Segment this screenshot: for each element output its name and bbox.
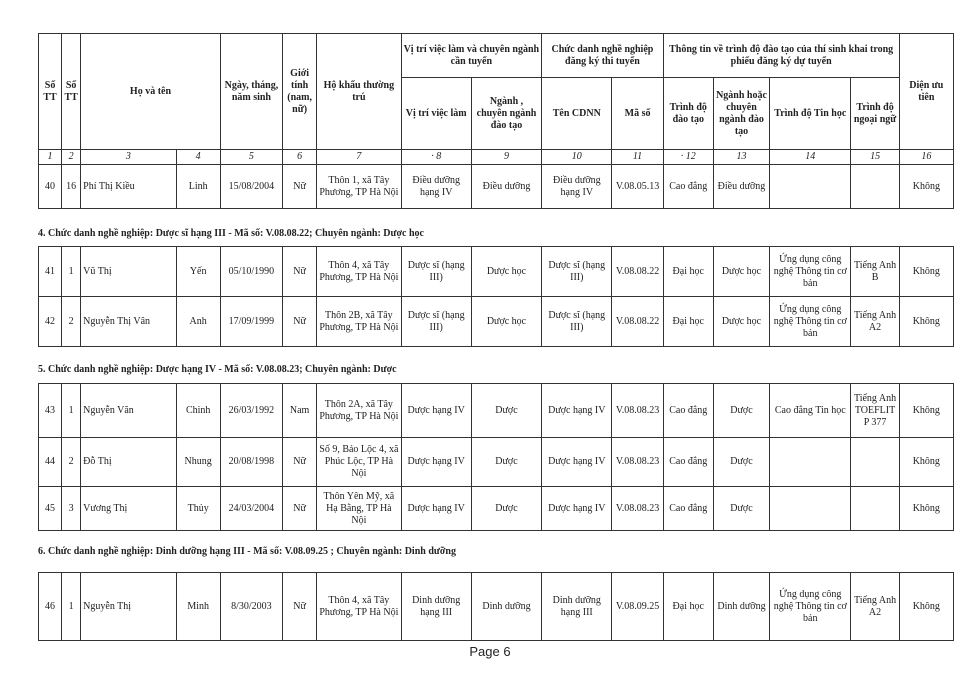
table-cell: 05/10/1990	[220, 247, 282, 297]
table-cell	[770, 165, 851, 209]
table-cell: Cao đẳng	[663, 384, 713, 438]
table-cell: Dược học	[713, 247, 769, 297]
table-cell: Tiếng Anh A2	[851, 297, 899, 347]
table-cell: 40	[39, 165, 62, 209]
group-qualification: Thông tin về trình độ đào tạo của thí sinh khai trong phiếu đăng ký dự tuyển	[663, 34, 899, 78]
table-cell: Nam	[283, 384, 317, 438]
table-cell: Dược sĩ (hạng III)	[401, 297, 471, 347]
candidate-table-section-4	[38, 246, 954, 347]
table-cell: 44	[39, 438, 62, 487]
table-cell: Đại học	[663, 573, 713, 641]
table-cell	[851, 165, 899, 209]
table-cell: 1	[62, 573, 81, 641]
table-cell: Nữ	[283, 438, 317, 487]
col-code: Mã số	[612, 78, 663, 150]
table-cell: 2	[62, 297, 81, 347]
table-cell: Đại học	[663, 247, 713, 297]
table-cell: Nữ	[283, 297, 317, 347]
column-number: 2	[62, 150, 81, 165]
table-cell: Điều dưỡng	[713, 165, 769, 209]
table-cell: 16	[62, 165, 81, 209]
column-number: 7	[317, 150, 401, 165]
table-cell: Cao đẳng	[663, 487, 713, 531]
table-cell: 1	[62, 247, 81, 297]
section-5-title: 5. Chức danh nghề nghiệp: Dược hạng IV - Mã số: V.08.08.23; Chuyên ngành: Dược	[38, 364, 397, 375]
table-cell: 45	[39, 487, 62, 531]
table-cell: Không	[899, 573, 953, 641]
table-cell: Nữ	[283, 487, 317, 531]
table-cell: Nữ	[283, 165, 317, 209]
section-4-title: 4. Chức danh nghề nghiệp: Dược sĩ hạng III - Mã số: V.08.08.22; Chuyên ngành: Dược học	[38, 228, 424, 239]
table-cell: 24/03/2004	[220, 487, 282, 531]
column-number: · 12	[663, 150, 713, 165]
column-number: 11	[612, 150, 663, 165]
page-number: Page 6	[469, 644, 511, 659]
table-row	[39, 487, 954, 531]
table-cell: 17/09/1999	[220, 297, 282, 347]
table-cell: Tiếng Anh A2	[851, 573, 899, 641]
table-cell: Đỗ Thị	[81, 438, 176, 487]
table-cell: Dược sĩ (hạng III)	[401, 247, 471, 297]
column-number-row	[39, 150, 954, 165]
table-cell: 41	[39, 247, 62, 297]
table-cell: Thôn 4, xã Tây Phương, TP Hà Nội	[317, 247, 401, 297]
column-number: 15	[851, 150, 899, 165]
table-cell: Thôn 1, xã Tây Phương, TP Hà Nội	[317, 165, 401, 209]
table-cell: Chinh	[176, 384, 220, 438]
table-cell: Dược	[471, 438, 541, 487]
table-cell: Dược	[713, 384, 769, 438]
table-cell: Dược học	[471, 297, 541, 347]
table-cell: Ứng dụng công nghệ Thông tin cơ bản	[770, 297, 851, 347]
table-cell: Dược hạng IV	[542, 487, 612, 531]
col-dob: Ngày, tháng, năm sinh	[220, 34, 282, 150]
column-number: 1	[39, 150, 62, 165]
table-cell: 46	[39, 573, 62, 641]
table-cell: Nữ	[283, 573, 317, 641]
table-cell: 8/30/2003	[220, 573, 282, 641]
table-cell: Vũ Thị	[81, 247, 176, 297]
table-cell: Ứng dụng công nghệ Thông tin cơ bản	[770, 573, 851, 641]
table-cell: Dược hạng IV	[401, 438, 471, 487]
section-6-title: 6. Chức danh nghề nghiệp: Dinh dưỡng hạng III - Mã số: V.08.09.25 ; Chuyên ngành: Dinh dưỡng	[38, 546, 456, 557]
table-cell: Tiếng Anh B	[851, 247, 899, 297]
rows-section-5	[39, 384, 954, 531]
table-cell	[770, 438, 851, 487]
table-cell: 42	[39, 297, 62, 347]
col-language: Trình độ ngoại ngữ	[851, 78, 899, 150]
group-title: Chức danh nghề nghiệp đăng ký thi tuyển	[542, 34, 664, 78]
table-cell: Anh	[176, 297, 220, 347]
table-cell: Nữ	[283, 247, 317, 297]
table-cell: Dược hạng IV	[542, 384, 612, 438]
column-number: 9	[471, 150, 541, 165]
column-number: 10	[542, 150, 612, 165]
table-cell: Không	[899, 297, 953, 347]
table-cell: Không	[899, 487, 953, 531]
col-it: Trình độ Tin học	[770, 78, 851, 150]
rows-section-6	[39, 573, 954, 641]
table-cell: Điều dưỡng hạng IV	[542, 165, 612, 209]
column-number: 3	[81, 150, 176, 165]
rows-section-3	[39, 165, 954, 209]
col-major: Ngành , chuyên ngành đào tạo	[471, 78, 541, 150]
table-cell	[770, 487, 851, 531]
table-cell: 15/08/2004	[220, 165, 282, 209]
table-cell: Thôn Yên Mỹ, xã Hạ Bằng, TP Hà Nội	[317, 487, 401, 531]
table-cell: Đại học	[663, 297, 713, 347]
candidate-table-header	[38, 33, 954, 209]
table-cell: Thôn 2B, xã Tây Phương, TP Hà Nội	[317, 297, 401, 347]
table-cell: Dược	[713, 438, 769, 487]
table-cell: Dược học	[713, 297, 769, 347]
table-cell: Dược hạng IV	[542, 438, 612, 487]
table-cell: V.08.08.23	[612, 438, 663, 487]
table-cell: Minh	[176, 573, 220, 641]
table-cell: V.08.08.23	[612, 384, 663, 438]
table-cell: Nguyễn Thị	[81, 573, 176, 641]
table-cell: Dược hạng IV	[401, 487, 471, 531]
table-cell: Nhung	[176, 438, 220, 487]
table-cell: Phí Thị Kiều	[81, 165, 176, 209]
table-cell: Tiếng Anh TOEFLIT P 377	[851, 384, 899, 438]
table-cell	[851, 487, 899, 531]
table-cell: V.08.09.25	[612, 573, 663, 641]
table-cell: Yến	[176, 247, 220, 297]
table-cell: Cao đẳng	[663, 165, 713, 209]
table-cell: Dược hạng IV	[401, 384, 471, 438]
table-cell: Nguyễn Văn	[81, 384, 176, 438]
table-cell: Thôn 4, xã Tây Phương, TP Hà Nội	[317, 573, 401, 641]
table-cell: Không	[899, 438, 953, 487]
table-cell: Dinh dưỡng hạng III	[542, 573, 612, 641]
table-cell: 26/03/1992	[220, 384, 282, 438]
table-cell: Không	[899, 165, 953, 209]
table-cell: Không	[899, 247, 953, 297]
column-number: 4	[176, 150, 220, 165]
table-cell: Điều dưỡng	[471, 165, 541, 209]
column-number: 13	[713, 150, 769, 165]
table-cell: Dược	[471, 487, 541, 531]
table-cell: Dược sĩ (hạng III)	[542, 297, 612, 347]
table-cell: V.08.08.23	[612, 487, 663, 531]
table-cell: Thủy	[176, 487, 220, 531]
table-cell: Thôn 2A, xã Tây Phương, TP Hà Nội	[317, 384, 401, 438]
table-cell: Ứng dụng công nghệ Thông tin cơ bản	[770, 247, 851, 297]
col-level: Trình độ đào tạo	[663, 78, 713, 150]
table-cell: Dược	[713, 487, 769, 531]
table-cell: V.08.08.22	[612, 247, 663, 297]
table-cell: 20/08/1998	[220, 438, 282, 487]
col-gender: Giới tính (nam, nữ)	[283, 34, 317, 150]
table-cell: Điều dưỡng hạng IV	[401, 165, 471, 209]
table-cell: Nguyễn Thị Vân	[81, 297, 176, 347]
table-cell: 1	[62, 384, 81, 438]
table-row	[39, 438, 954, 487]
candidate-table-section-6	[38, 572, 954, 641]
table-cell: Dược sĩ (hạng III)	[542, 247, 612, 297]
table-cell: Dược học	[471, 247, 541, 297]
column-number: 14	[770, 150, 851, 165]
table-cell: Dinh dưỡng	[471, 573, 541, 641]
table-cell: Vương Thị	[81, 487, 176, 531]
col-priority: Diện ưu tiên	[899, 34, 953, 150]
table-row	[39, 384, 954, 438]
rows-section-4	[39, 247, 954, 347]
table-cell: V.08.08.22	[612, 297, 663, 347]
col-residence: Hộ khẩu thường trú	[317, 34, 401, 150]
table-cell: Dinh dưỡng	[713, 573, 769, 641]
table-row	[39, 247, 954, 297]
table-cell: Cao đẳng	[663, 438, 713, 487]
group-position: Vị trí việc làm và chuyên ngành cần tuyển	[401, 34, 542, 78]
column-number: · 8	[401, 150, 471, 165]
col-position: Vị trí việc làm	[401, 78, 471, 150]
table-cell: Dinh dưỡng hạng III	[401, 573, 471, 641]
table-cell: 2	[62, 438, 81, 487]
table-cell: 43	[39, 384, 62, 438]
table-cell: 3	[62, 487, 81, 531]
col-name: Họ và tên	[81, 34, 221, 150]
col-stt-2: Số TT	[62, 34, 81, 150]
table-cell: V.08.05.13	[612, 165, 663, 209]
table-row	[39, 297, 954, 347]
table-row	[39, 165, 954, 209]
table-cell	[851, 438, 899, 487]
table-cell: Cao đẳng Tin học	[770, 384, 851, 438]
col-title-name: Tên CDNN	[542, 78, 612, 150]
table-row	[39, 573, 954, 641]
col-stt-1: Số TT	[39, 34, 62, 150]
column-number: 5	[220, 150, 282, 165]
table-cell: Linh	[176, 165, 220, 209]
candidate-table-section-5	[38, 383, 954, 531]
table-cell: Không	[899, 384, 953, 438]
column-number: 16	[899, 150, 953, 165]
table-cell: Số 9, Bảo Lộc 4, xã Phúc Lộc, TP Hà Nội	[317, 438, 401, 487]
table-cell: Dược	[471, 384, 541, 438]
col-field: Ngành hoặc chuyên ngành đào tạo	[713, 78, 769, 150]
column-number: 6	[283, 150, 317, 165]
